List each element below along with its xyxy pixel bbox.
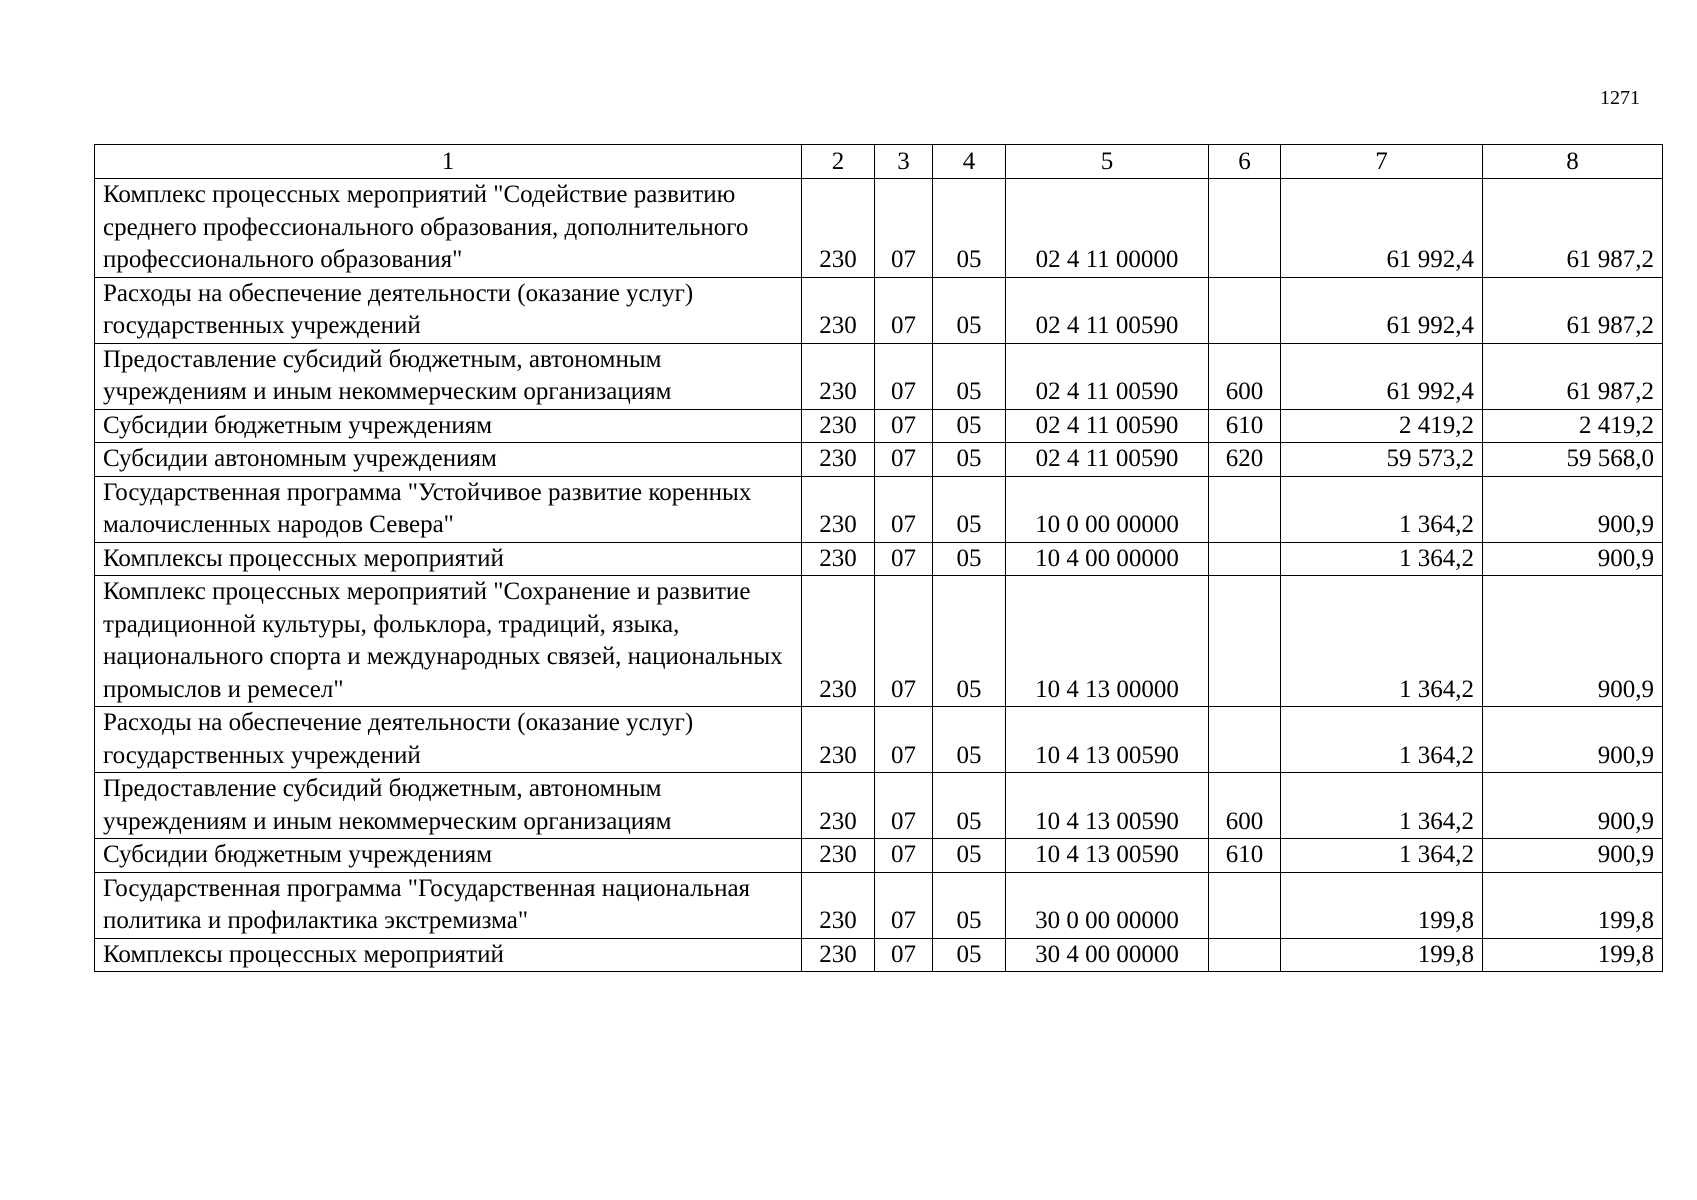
row-code-cell: 230: [802, 443, 875, 477]
table-row: [95, 576, 1663, 707]
column-header: 7: [1281, 145, 1483, 179]
row-expense-type-cell: 610: [1209, 409, 1281, 443]
table-row: [95, 707, 1663, 773]
row-expense-type-cell: [1209, 938, 1281, 972]
row-name-cell: Субсидии автономным учреждениям: [95, 443, 802, 477]
row-expense-type-cell: [1209, 576, 1281, 707]
row-subsection-cell: 05: [933, 839, 1006, 873]
row-section-cell: 07: [875, 443, 933, 477]
row-target-article-cell: 30 4 00 00000: [1006, 938, 1209, 972]
row-name-cell: Расходы на обеспечение деятельности (оказание услуг) государственных учреждений: [95, 277, 802, 343]
table-row: [95, 343, 1663, 409]
table-row: [95, 773, 1663, 839]
column-header: 1: [95, 145, 802, 179]
table-row: [95, 872, 1663, 938]
row-code-cell: 230: [802, 476, 875, 542]
column-header: 3: [875, 145, 933, 179]
row-amount-cell: 61 992,4: [1281, 277, 1483, 343]
row-expense-type-cell: 600: [1209, 773, 1281, 839]
row-section-cell: 07: [875, 409, 933, 443]
row-amount-cell: 1 364,2: [1281, 576, 1483, 707]
row-amount-cell: 1 364,2: [1281, 542, 1483, 576]
table-row: [95, 409, 1663, 443]
row-amount-cell: 900,9: [1483, 707, 1663, 773]
row-name-cell: Комплекс процессных мероприятий "Содействие развитию среднего профессионального образования, дополнительного профессионального образования": [95, 179, 802, 278]
row-target-article-cell: 10 4 00 00000: [1006, 542, 1209, 576]
row-expense-type-cell: 610: [1209, 839, 1281, 873]
row-amount-cell: 61 992,4: [1281, 343, 1483, 409]
table-row: [95, 277, 1663, 343]
page-number: 1271: [1600, 87, 1640, 109]
header-row: [95, 145, 1663, 179]
row-target-article-cell: 02 4 11 00590: [1006, 443, 1209, 477]
row-code-cell: 230: [802, 773, 875, 839]
row-subsection-cell: 05: [933, 277, 1006, 343]
row-subsection-cell: 05: [933, 476, 1006, 542]
row-expense-type-cell: [1209, 277, 1281, 343]
row-target-article-cell: 02 4 11 00590: [1006, 343, 1209, 409]
table-row: [95, 839, 1663, 873]
row-amount-cell: 2 419,2: [1281, 409, 1483, 443]
row-section-cell: 07: [875, 179, 933, 278]
row-name-cell: Субсидии бюджетным учреждениям: [95, 409, 802, 443]
column-header: 5: [1006, 145, 1209, 179]
row-code-cell: 230: [802, 839, 875, 873]
column-header: 8: [1483, 145, 1663, 179]
row-amount-cell: 1 364,2: [1281, 839, 1483, 873]
row-target-article-cell: 10 4 13 00000: [1006, 576, 1209, 707]
row-section-cell: 07: [875, 707, 933, 773]
row-amount-cell: 199,8: [1281, 938, 1483, 972]
row-name-cell: Государственная программа "Устойчивое развитие коренных малочисленных народов Севера": [95, 476, 802, 542]
row-target-article-cell: 10 0 00 00000: [1006, 476, 1209, 542]
row-subsection-cell: 05: [933, 179, 1006, 278]
row-target-article-cell: 10 4 13 00590: [1006, 707, 1209, 773]
row-code-cell: 230: [802, 409, 875, 443]
row-amount-cell: 199,8: [1483, 938, 1663, 972]
row-amount-cell: 1 364,2: [1281, 773, 1483, 839]
row-name-cell: Комплексы процессных мероприятий: [95, 938, 802, 972]
row-target-article-cell: 10 4 13 00590: [1006, 773, 1209, 839]
row-name-cell: Комплекс процессных мероприятий "Сохранение и развитие традиционной культуры, фольклора, традиций, языка, национального спорта и международных связей, национальных промыслов и ремесел": [95, 576, 802, 707]
row-code-cell: 230: [802, 179, 875, 278]
row-section-cell: 07: [875, 773, 933, 839]
row-subsection-cell: 05: [933, 872, 1006, 938]
row-target-article-cell: 02 4 11 00000: [1006, 179, 1209, 278]
row-amount-cell: 900,9: [1483, 773, 1663, 839]
row-section-cell: 07: [875, 476, 933, 542]
table-row: [95, 443, 1663, 477]
row-section-cell: 07: [875, 542, 933, 576]
row-expense-type-cell: 620: [1209, 443, 1281, 477]
row-amount-cell: 900,9: [1483, 476, 1663, 542]
row-target-article-cell: 30 0 00 00000: [1006, 872, 1209, 938]
row-expense-type-cell: [1209, 707, 1281, 773]
row-subsection-cell: 05: [933, 773, 1006, 839]
row-amount-cell: 900,9: [1483, 576, 1663, 707]
row-subsection-cell: 05: [933, 343, 1006, 409]
row-section-cell: 07: [875, 277, 933, 343]
table-row: [95, 179, 1663, 278]
table-row: [95, 542, 1663, 576]
row-amount-cell: 61 987,2: [1483, 179, 1663, 278]
table-row: [95, 938, 1663, 972]
row-code-cell: 230: [802, 872, 875, 938]
row-amount-cell: 199,8: [1281, 872, 1483, 938]
row-section-cell: 07: [875, 343, 933, 409]
row-target-article-cell: 02 4 11 00590: [1006, 409, 1209, 443]
row-expense-type-cell: [1209, 542, 1281, 576]
row-subsection-cell: 05: [933, 576, 1006, 707]
row-amount-cell: 61 987,2: [1483, 343, 1663, 409]
column-header: 6: [1209, 145, 1281, 179]
row-code-cell: 230: [802, 576, 875, 707]
row-name-cell: Расходы на обеспечение деятельности (оказание услуг) государственных учреждений: [95, 707, 802, 773]
row-amount-cell: 59 573,2: [1281, 443, 1483, 477]
row-code-cell: 230: [802, 277, 875, 343]
row-amount-cell: 61 987,2: [1483, 277, 1663, 343]
row-expense-type-cell: 600: [1209, 343, 1281, 409]
row-subsection-cell: 05: [933, 707, 1006, 773]
row-code-cell: 230: [802, 343, 875, 409]
row-amount-cell: 900,9: [1483, 542, 1663, 576]
row-code-cell: 230: [802, 542, 875, 576]
column-header: 2: [802, 145, 875, 179]
row-section-cell: 07: [875, 938, 933, 972]
table-body: [95, 179, 1663, 972]
row-subsection-cell: 05: [933, 409, 1006, 443]
row-section-cell: 07: [875, 576, 933, 707]
row-name-cell: Предоставление субсидий бюджетным, автономным учреждениям и иным некоммерческим организациям: [95, 343, 802, 409]
row-name-cell: Субсидии бюджетным учреждениям: [95, 839, 802, 873]
row-amount-cell: 1 364,2: [1281, 707, 1483, 773]
row-name-cell: Предоставление субсидий бюджетным, автономным учреждениям и иным некоммерческим организациям: [95, 773, 802, 839]
row-code-cell: 230: [802, 707, 875, 773]
row-name-cell: Комплексы процессных мероприятий: [95, 542, 802, 576]
row-target-article-cell: 10 4 13 00590: [1006, 839, 1209, 873]
table-row: [95, 476, 1663, 542]
row-expense-type-cell: [1209, 179, 1281, 278]
row-amount-cell: 199,8: [1483, 872, 1663, 938]
budget-table: [94, 144, 1663, 972]
row-subsection-cell: 05: [933, 542, 1006, 576]
row-amount-cell: 900,9: [1483, 839, 1663, 873]
row-subsection-cell: 05: [933, 443, 1006, 477]
row-name-cell: Государственная программа "Государственная национальная политика и профилактика экстремизма": [95, 872, 802, 938]
row-expense-type-cell: [1209, 872, 1281, 938]
row-expense-type-cell: [1209, 476, 1281, 542]
row-subsection-cell: 05: [933, 938, 1006, 972]
row-amount-cell: 1 364,2: [1281, 476, 1483, 542]
row-amount-cell: 59 568,0: [1483, 443, 1663, 477]
column-header: 4: [933, 145, 1006, 179]
row-target-article-cell: 02 4 11 00590: [1006, 277, 1209, 343]
row-section-cell: 07: [875, 872, 933, 938]
row-code-cell: 230: [802, 938, 875, 972]
row-amount-cell: 2 419,2: [1483, 409, 1663, 443]
row-section-cell: 07: [875, 839, 933, 873]
row-amount-cell: 61 992,4: [1281, 179, 1483, 278]
